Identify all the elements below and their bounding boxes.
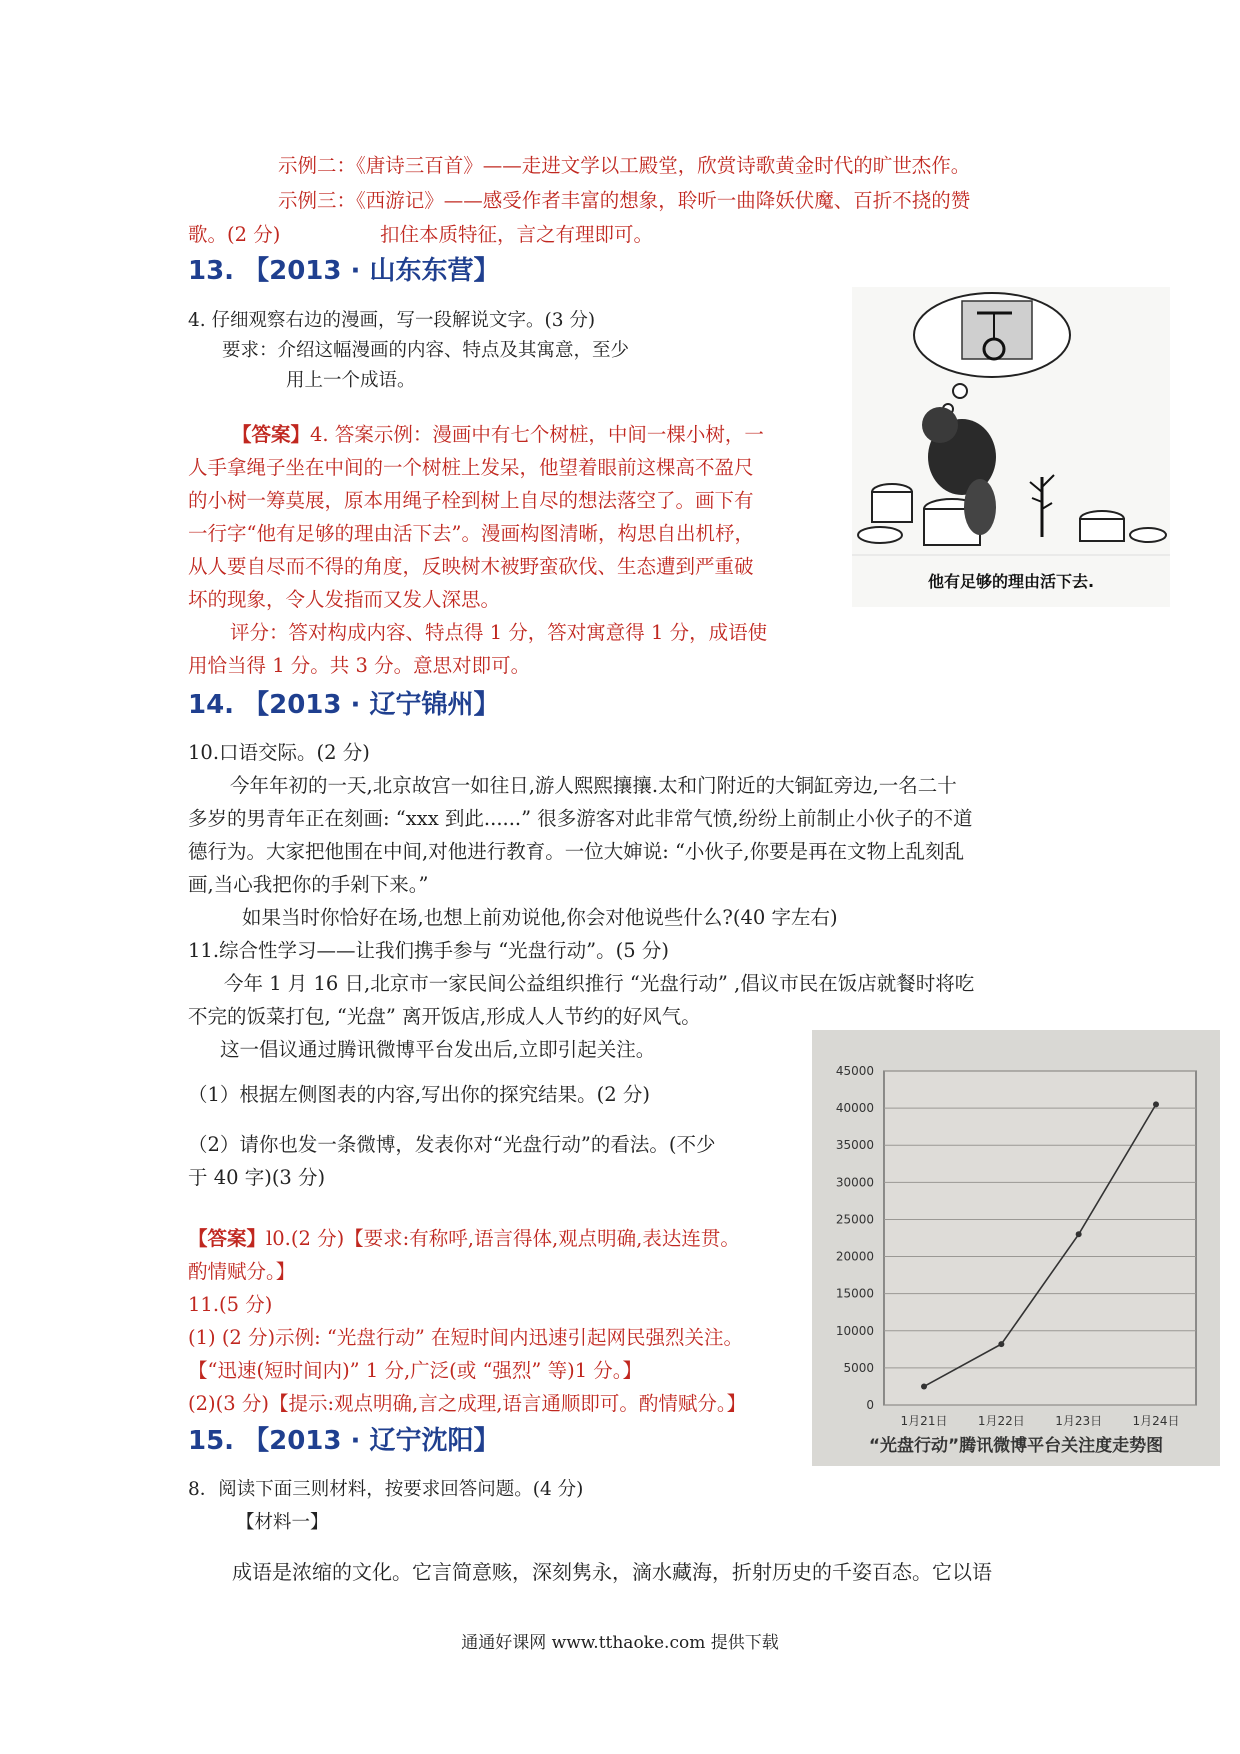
y-tick-label: 25000 [835,1212,874,1227]
question-11-sub2-cont: 于 40 字)(3 分) [188,1166,326,1189]
question-10-passage: 画,当心我把你的手剁下来。” [188,873,429,896]
answer-example-3: 示例三：《西游记》——感受作者丰富的想象，聆听一曲降妖伏魔、百折不挠的赞 [278,189,971,212]
cartoon-illustration [852,287,1170,607]
y-tick-label: 10000 [835,1323,874,1338]
x-tick-label: 1月22日 [977,1414,1025,1428]
y-tick-label: 15000 [835,1286,874,1301]
question-4-requirement-cont: 用上一个成语。 [286,370,416,391]
y-tick-label: 5000 [843,1360,874,1375]
x-tick-label: 1月21日 [900,1414,948,1428]
section-14-heading: 14. 【2013 · 辽宁锦州】 [188,690,500,720]
answer-scoring-note: 扣住本质特征，言之有理即可。 [380,223,654,246]
data-point [921,1383,927,1389]
section-15-heading: 15. 【2013 · 辽宁沈阳】 [188,1426,500,1456]
x-tick-label: 1月24日 [1132,1414,1180,1428]
attention-trend-chart [812,1030,1220,1466]
cartoon-drawing [852,287,1170,607]
answer-13-first-line [232,418,764,451]
answer-13-line: 一行字“他有足够的理由活下去”。漫画构图清晰，构思自出机杼， [188,522,754,545]
y-tick-labels [836,1064,874,1412]
question-4-title: 4. 仔细观察右边的漫画，写一段解说文字。(3 分) [188,310,596,331]
question-11-passage: 今年 1 月 16 日,北京市一家民间公益组织推行 “光盘行动” ,倡议市民在饭店就餐时将吃 [224,972,975,995]
question-10-title: 10.口语交际。(2 分) [188,741,370,764]
question-8-title: 8．阅读下面三则材料，按要求回答问题。(4 分) [188,1479,584,1500]
answer-label: 【答案】 [188,1227,267,1250]
stump [1080,519,1124,541]
answer-14-line: (1) (2 分)示例: “光盘行动” 在短时间内迅速引起网民强烈关注。 [188,1326,744,1349]
answer-example-3-cont: 歌。(2 分) [188,223,281,246]
answer-label: 【答案】 [232,423,311,446]
cartoon-caption: 他有足够的理由活下去. [927,572,1095,591]
thought-dot [953,384,967,398]
rope-coil [964,479,996,535]
y-tick-label: 0 [866,1398,874,1412]
y-tick-label: 30000 [835,1175,874,1190]
chart-svg [812,1030,1220,1466]
question-10-passage: 今年年初的一天,北京故宫一如往日,游人熙熙攘攘.太和门附近的大铜缸旁边,一名二十 [230,774,957,797]
material-1-label: 【材料一】 [236,1512,329,1533]
answer-14-first-line [188,1222,740,1255]
scoring-13-line2: 用恰当得 1 分。共 3 分。意思对即可。 [188,654,531,677]
section-13-heading: 13. 【2013 · 山东东营】 [188,256,500,286]
y-tick-label: 40000 [835,1101,874,1116]
material-1-text: 成语是浓缩的文化。它言简意赅，深刻隽永，滴水藏海，折射历史的千姿百态。它以语 [232,1560,992,1584]
answer-13-line: 坏的现象，令人发指而又发人深思。 [188,588,501,611]
answer-14-line: 11.(5 分) [188,1293,273,1316]
data-point [998,1341,1004,1347]
stump [1130,528,1166,542]
y-tick-label: 35000 [835,1138,874,1153]
answer-14-line: 酌情赋分。】 [188,1260,296,1283]
data-point [1076,1231,1082,1237]
question-11-title: 11.综合性学习——让我们携手参与 “光盘行动”。(5 分) [188,939,669,962]
y-tick-label: 20000 [835,1249,874,1264]
answer-14-line: 【“迅速(短时间内)” 1 分,广泛(或 “强烈” 等)1 分。】 [188,1359,643,1382]
chart-title: “光盘行动”腾讯微博平台关注度走势图 [868,1436,1164,1456]
stump [858,527,902,543]
answer-13-line: 人手拿绳子坐在中间的一个树桩上发呆，他望着眼前这棵高不盈尺 [188,456,754,479]
tree-in-thought [962,301,1032,359]
question-10-ask: 如果当时你恰好在场,也想上前劝说他,你会对他说些什么?(40 字左右) [242,906,838,929]
y-tick-label: 45000 [835,1064,874,1078]
question-10-passage: 多岁的男青年正在刻画: “xxx 到此......” 很多游客对此非常气愤,纷纷上前制止小伙子的不道 [188,807,973,830]
question-4-requirement: 要求：介绍这幅漫画的内容、特点及其寓意，至少 [222,340,630,361]
page-footer: 通通好课网 www.tthaoke.com 提供下载 [461,1633,779,1653]
answer-14-text: l0.(2 分)【要求:有称呼,语言得体,观点明确,表达连贯。 [266,1227,740,1250]
question-10-passage: 德行为。大家把他围在中间,对他进行教育。一位大婶说: “小伙子,你要是再在文物上乱刻乱 [188,840,965,863]
answer-14-line: (2)(3 分)【提示:观点明确,言之成理,语言通顺即可。酌情赋分。】 [188,1392,747,1415]
answer-example-2: 示例二：《唐诗三百首》——走进文学以工殿堂，欣赏诗歌黄金时代的旷世杰作。 [278,154,971,177]
question-11-sub2: （2）请你也发一条微博，发表你对“光盘行动”的看法。(不少 [188,1133,716,1156]
x-tick-label: 1月23日 [1055,1414,1103,1428]
answer-13-text: 4. 答案示例：漫画中有七个树桩，中间一棵小树，一 [310,423,764,446]
scoring-13-line1: 评分：答对构成内容、特点得 1 分，答对寓意得 1 分，成语使 [230,621,768,644]
answer-13-line: 从人要自尽而不得的角度，反映树木被野蛮砍伐、生态遭到严重破 [188,555,754,578]
question-11-passage-3: 这一倡议通过腾讯微博平台发出后,立即引起关注。 [220,1038,656,1061]
plot-area [884,1071,1196,1405]
data-point [1153,1101,1159,1107]
question-11-sub1: （1）根据左侧图表的内容,写出你的探究结果。(2 分) [188,1083,650,1106]
man-head [922,407,958,443]
answer-13-line: 的小树一筹莫展，原本用绳子栓到树上自尽的想法落空了。画下有 [188,489,754,512]
stump [872,492,912,522]
question-11-passage: 不完的饭菜打包, “光盘” 离开饭店,形成人人节约的好风气。 [188,1005,701,1028]
x-tick-labels [901,1414,1180,1428]
